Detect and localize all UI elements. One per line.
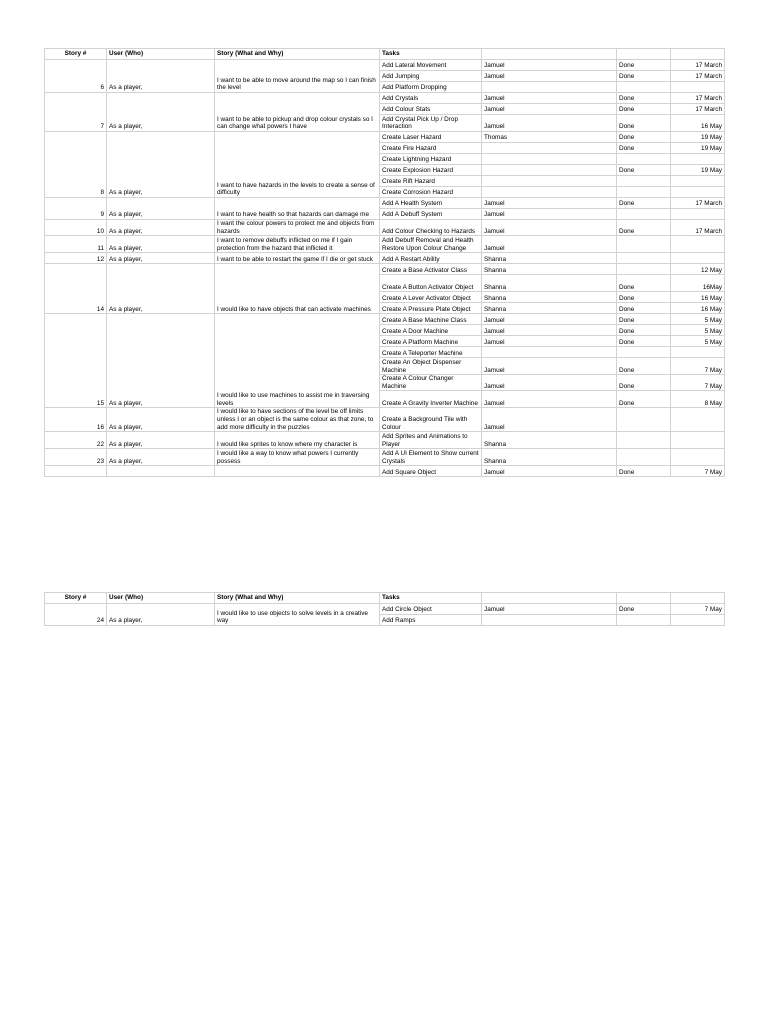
task-owner: Shanna — [482, 275, 617, 292]
story-number: 6 — [45, 60, 107, 93]
story-user: As a player, — [107, 60, 215, 93]
task-owner — [482, 176, 617, 187]
task-owner: Shanna — [482, 264, 617, 275]
task-date — [671, 187, 725, 198]
task-owner: Jamuel — [482, 408, 617, 432]
header-row — [45, 593, 725, 604]
story-number: 9 — [45, 198, 107, 220]
task-owner: Jamuel — [482, 220, 617, 236]
task-name: Create Laser Hazard — [380, 132, 482, 143]
task-date — [671, 176, 725, 187]
task-owner: Jamuel — [482, 60, 617, 71]
story-user: As a player, — [107, 432, 215, 449]
header-story: Story (What and Why) — [215, 49, 380, 60]
task-status — [617, 236, 671, 253]
task-name: Create A Teleporter Machine — [380, 347, 482, 358]
task-name: Add Crystal Pick Up / Drop Interaction — [380, 115, 482, 132]
task-status: Done — [617, 314, 671, 325]
task-row — [45, 408, 725, 432]
task-name: Add A Restart Ability — [380, 253, 482, 264]
story-user: As a player, — [107, 198, 215, 220]
task-name: Create A Gravity Inverter Machine — [380, 391, 482, 408]
task-row — [45, 432, 725, 449]
task-date — [671, 615, 725, 626]
story-description: I want to be able to restart the game if I die or get stuck — [215, 253, 380, 264]
task-owner: Jamuel — [482, 604, 617, 615]
story-description — [215, 466, 380, 477]
story-user: As a player, — [107, 449, 215, 466]
task-row — [45, 132, 725, 143]
task-date: 17 March — [671, 198, 725, 209]
task-owner: Jamuel — [482, 236, 617, 253]
task-name: Add Colour Checking to Hazards — [380, 220, 482, 236]
header-row — [45, 49, 725, 60]
task-owner: Jamuel — [482, 198, 617, 209]
task-row — [45, 236, 725, 253]
task-name: Create A Base Machine Class — [380, 314, 482, 325]
task-date — [671, 347, 725, 358]
task-status: Done — [617, 165, 671, 176]
story-description: I want to be able to move around the map so I can finish the level — [215, 60, 380, 93]
task-name: Add Sprites and Animations to Player — [380, 432, 482, 449]
task-name: Add Crystals — [380, 93, 482, 104]
task-name: Create A Pressure Plate Object — [380, 303, 482, 314]
task-owner: Shanna — [482, 449, 617, 466]
task-status — [617, 264, 671, 275]
task-owner — [482, 154, 617, 165]
task-status — [617, 449, 671, 466]
task-owner: Jamuel — [482, 104, 617, 115]
task-owner: Shanna — [482, 303, 617, 314]
task-status — [617, 187, 671, 198]
story-description: I would like to have objects that can activate machines — [215, 264, 380, 314]
task-owner — [482, 187, 617, 198]
task-name: Create A Lever Activator Object — [380, 292, 482, 303]
task-name: Create Explosion Hazard — [380, 165, 482, 176]
task-status — [617, 82, 671, 93]
story-description: I want to have health so that hazards can damage me — [215, 198, 380, 220]
task-status: Done — [617, 336, 671, 347]
story-table-main — [44, 48, 725, 477]
story-description: I would like to use objects to solve levels in a creative way — [215, 604, 380, 626]
task-name: Create A Platform Machine — [380, 336, 482, 347]
story-description: I want the colour powers to protect me and objects from hazards — [215, 220, 380, 236]
story-number: 8 — [45, 132, 107, 198]
task-name: Add Debuff Removal and Health Restore Upon Colour Change — [380, 236, 482, 253]
task-date — [671, 82, 725, 93]
task-status: Done — [617, 275, 671, 292]
task-owner: Jamuel — [482, 209, 617, 220]
story-table-secondary — [44, 592, 725, 626]
story-user: As a player, — [107, 264, 215, 314]
story-user: As a player, — [107, 253, 215, 264]
story-user: As a player, — [107, 132, 215, 198]
task-owner: Shanna — [482, 432, 617, 449]
task-status: Done — [617, 115, 671, 132]
task-date: 16 May — [671, 303, 725, 314]
header-user: User (Who) — [107, 593, 215, 604]
story-user: As a player, — [107, 408, 215, 432]
task-date: 8 May — [671, 391, 725, 408]
story-number: 16 — [45, 408, 107, 432]
task-status: Done — [617, 391, 671, 408]
task-row — [45, 264, 725, 275]
story-number — [45, 466, 107, 477]
task-date: 17 March — [671, 104, 725, 115]
task-date — [671, 154, 725, 165]
task-date — [671, 408, 725, 432]
task-status: Done — [617, 358, 671, 375]
header-story-number: Story # — [45, 593, 107, 604]
task-date: 17 March — [671, 60, 725, 71]
task-status: Done — [617, 604, 671, 615]
task-status — [617, 408, 671, 432]
task-name: Add A Health System — [380, 198, 482, 209]
task-name: Add A UI Element to Show current Crystals — [380, 449, 482, 466]
story-number: 10 — [45, 220, 107, 236]
story-number: 7 — [45, 93, 107, 132]
story-user: As a player, — [107, 604, 215, 626]
story-description: I would like sprites to know where my character is — [215, 432, 380, 449]
task-date: 16 May — [671, 292, 725, 303]
task-status: Done — [617, 198, 671, 209]
story-description: I would like a way to know what powers I currently possess — [215, 449, 380, 466]
story-number: 11 — [45, 236, 107, 253]
story-number: 12 — [45, 253, 107, 264]
story-number: 22 — [45, 432, 107, 449]
task-row — [45, 604, 725, 615]
task-row — [45, 253, 725, 264]
task-status: Done — [617, 220, 671, 236]
task-owner: Jamuel — [482, 375, 617, 391]
task-status: Done — [617, 104, 671, 115]
task-date: 5 May — [671, 325, 725, 336]
task-owner — [482, 165, 617, 176]
header-story-number: Story # — [45, 49, 107, 60]
task-status — [617, 209, 671, 220]
task-owner — [482, 347, 617, 358]
task-name: Add Square Object — [380, 466, 482, 477]
task-name: Add Colour Stats — [380, 104, 482, 115]
task-owner: Jamuel — [482, 358, 617, 375]
task-status — [617, 176, 671, 187]
task-status: Done — [617, 375, 671, 391]
task-date: 5 May — [671, 336, 725, 347]
task-owner — [482, 143, 617, 154]
task-date — [671, 253, 725, 264]
task-date: 17 March — [671, 93, 725, 104]
task-date: 12 May — [671, 264, 725, 275]
task-owner: Jamuel — [482, 466, 617, 477]
task-owner: Jamuel — [482, 391, 617, 408]
task-name: Create Fire Hazard — [380, 143, 482, 154]
story-user — [107, 466, 215, 477]
story-number: 15 — [45, 314, 107, 408]
header-status — [617, 49, 671, 60]
task-date: 7 May — [671, 466, 725, 477]
task-date: 16 May — [671, 115, 725, 132]
task-owner: Jamuel — [482, 115, 617, 132]
task-owner: Shanna — [482, 253, 617, 264]
task-row — [45, 314, 725, 325]
task-name: Add Circle Object — [380, 604, 482, 615]
task-status: Done — [617, 132, 671, 143]
task-status: Done — [617, 292, 671, 303]
task-status — [617, 432, 671, 449]
story-number: 14 — [45, 264, 107, 314]
task-owner: Jamuel — [482, 71, 617, 82]
story-user: As a player, — [107, 93, 215, 132]
task-owner — [482, 615, 617, 626]
task-date — [671, 432, 725, 449]
task-row — [45, 93, 725, 104]
task-date — [671, 236, 725, 253]
task-owner: Shanna — [482, 292, 617, 303]
task-name: Create Corrosion Hazard — [380, 187, 482, 198]
header-tasks: Tasks — [380, 593, 482, 604]
story-user: As a player, — [107, 220, 215, 236]
header-tasks: Tasks — [380, 49, 482, 60]
task-date: 17 March — [671, 220, 725, 236]
task-name: Add Jumping — [380, 71, 482, 82]
task-date: 19 May — [671, 132, 725, 143]
task-row — [45, 198, 725, 209]
task-status: Done — [617, 303, 671, 314]
task-status: Done — [617, 466, 671, 477]
story-user: As a player, — [107, 236, 215, 253]
story-description: I want to have hazards in the levels to create a sense of difficulty — [215, 132, 380, 198]
task-name: Add Lateral Movement — [380, 60, 482, 71]
story-user: As a player, — [107, 314, 215, 408]
task-date: 5 May — [671, 314, 725, 325]
task-date: 19 May — [671, 143, 725, 154]
task-name: Create A Button Activator Object — [380, 275, 482, 292]
task-date: 19 May — [671, 165, 725, 176]
task-status: Done — [617, 60, 671, 71]
task-owner: Jamuel — [482, 93, 617, 104]
task-date: 7 May — [671, 375, 725, 391]
task-date — [671, 209, 725, 220]
story-description: I want to be able to pickup and drop colour crystals so I can change what powers I have — [215, 93, 380, 132]
header-date — [671, 593, 725, 604]
task-owner: Jamuel — [482, 336, 617, 347]
task-row — [45, 449, 725, 466]
header-user: User (Who) — [107, 49, 215, 60]
task-status — [617, 347, 671, 358]
task-status: Done — [617, 143, 671, 154]
task-status: Done — [617, 325, 671, 336]
task-date: 7 May — [671, 358, 725, 375]
task-owner — [482, 82, 617, 93]
task-name: Create A Colour Changer Machine — [380, 375, 482, 391]
task-status: Done — [617, 71, 671, 82]
header-owner — [482, 49, 617, 60]
story-description: I want to remove debuffs inflicted on me if I gain protection from the hazard that inflicted it — [215, 236, 380, 253]
story-description: I would like to use machines to assist me in traversing levels — [215, 314, 380, 408]
task-name: Create Lightning Hazard — [380, 154, 482, 165]
task-date: 7 May — [671, 604, 725, 615]
task-date: 16May — [671, 275, 725, 292]
task-name: Add A Debuff System — [380, 209, 482, 220]
task-date: 17 March — [671, 71, 725, 82]
header-owner — [482, 593, 617, 604]
task-name: Add Platform Dropping — [380, 82, 482, 93]
task-date — [671, 449, 725, 466]
task-row — [45, 220, 725, 236]
header-date — [671, 49, 725, 60]
header-status — [617, 593, 671, 604]
task-name: Add Ramps — [380, 615, 482, 626]
story-description: I would like to have sections of the level be off limits unless I or an object is the same colour as that zone, to add more difficulty in the puzzles — [215, 408, 380, 432]
task-name: Create a Base Activator Class — [380, 264, 482, 275]
header-story: Story (What and Why) — [215, 593, 380, 604]
task-row — [45, 466, 725, 477]
story-number: 23 — [45, 449, 107, 466]
task-name: Create a Background Tile with Colour — [380, 408, 482, 432]
task-status — [617, 253, 671, 264]
story-number: 24 — [45, 604, 107, 626]
task-name: Create An Object Dispenser Machine — [380, 358, 482, 375]
task-status — [617, 154, 671, 165]
task-name: Create A Door Machine — [380, 325, 482, 336]
task-status — [617, 615, 671, 626]
task-status: Done — [617, 93, 671, 104]
task-owner: Jamuel — [482, 314, 617, 325]
task-owner: Jamuel — [482, 325, 617, 336]
task-owner: Thomas — [482, 132, 617, 143]
task-row — [45, 60, 725, 71]
task-name: Create Rift Hazard — [380, 176, 482, 187]
